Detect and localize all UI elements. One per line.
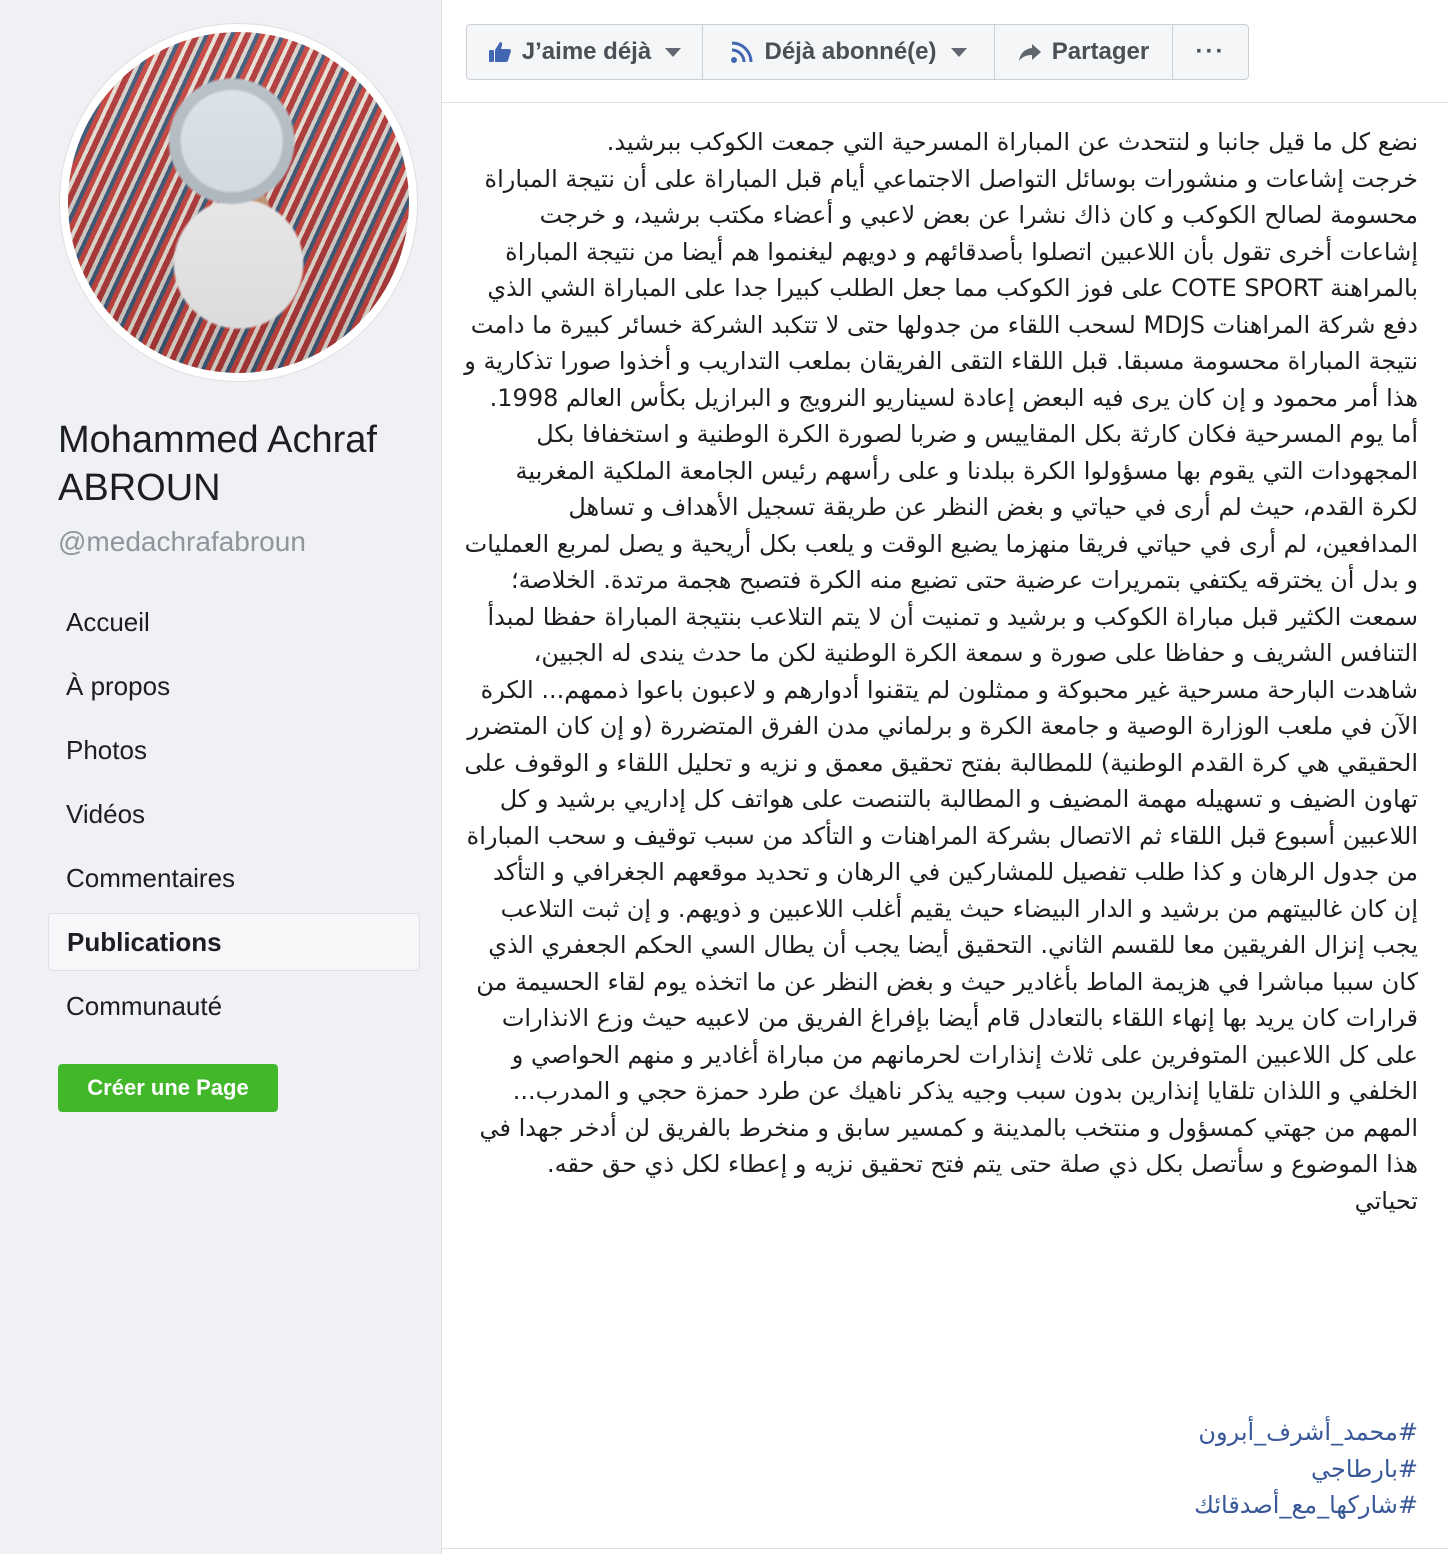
share-button-label: Partager — [1051, 38, 1150, 65]
profile-name[interactable]: Mohammed Achraf ABROUN — [58, 419, 377, 509]
follow-button[interactable] — [703, 25, 995, 79]
hashtag-link[interactable]: #بارطاجي — [1311, 1454, 1418, 1483]
page-action-bar — [466, 24, 1249, 80]
more-options-button[interactable] — [1173, 25, 1248, 79]
thumbs-up-icon — [488, 40, 512, 64]
share-arrow-icon — [1018, 40, 1042, 64]
post-body: نضع كل ما قيل جانبا و لنتحدث عن المباراة المسرحية التي جمعت الكوكب ببرشيد. خرجت إشاعات و منشورات بوسائل التواصل الاجتماعي أيام قبل المباراة على أن نتيجة المباراة محسومة لصالح الكوكب و كان ذاك نشرا عن بعض لاعبي و أعضاء مكتب برشيد، و خرجت إشاعات أخرى تقول بأن اللاعبين اتصلوا بأصدقائهم و دويهم ليغنموا هم أيضا من نتيجة المباراة بالمراهنة COTE SPORT على فوز الكوكب مما جعل الطلب كبيرا جدا على المباراة الشي الذي دفع شركة المراهنات MDJS لسحب اللقاء من جدولها حتى لا تتكبد الشركة خسائر كبيرة ما دامت نتيجة المباراة محسومة مسبقا. قبل اللقاء التقى الفريقان بملعب التداريب و أخذوا صورا تذكارية و هذا أمر محمود و إن كان يرى فيه البعض إعادة لسيناريو النرويج و البرازيل بكأس العالم 1998. أما يوم المسرحية فكان كارثة بكل المقاييس و ضربا لصورة الكرة الوطنية و استخفافا بكل المجهودات التي يقوم بها مسؤولوا الكرة ببلدنا و على رأسهم رئيس الجامعة الملكية المغربية لكرة القدم، حيث لم أرى في حياتي و بغض النظر عن طريقة تسجيل الأهداف و تساهل المدافعين، لم أرى في حياتي فريقا منهزما يضيع الوقت و يلعب بكل أريحية و يصل لمربع العمليات و بدل أن يخترقه يكتفي بتمريرات عرضية حتى تضيع منه الكرة فتصبح هجمة مرتدة. الخلاصة؛ سمعت الكثير قبل مباراة الكوكب و برشيد و تمنيت أن لا يتم التلاعب بنتيجة المباراة حفظا لمبدأ التنافس الشريف و حفاظا على صورة و سمعة الكرة الوطنية لكن ما حدث يندى له الجبين، شاهدت البارحة مسرحية غير محبوكة و ممثلون لم يتقنوا أدوارهم و لاعبون باعوا ذممهم... الكرة الآن في ملعب الوزارة الوصية و جامعة الكرة و برلماني مدن الفرق المتضررة (و إن كان المتضرر الحقيقي هي كرة القدم الوطنية) للمطالبة بفتح تحقيق معمق و نزيه و تحليل اللقاء و الوقوف على تهاون الضيف و تسهيله مهمة المضيف و المطالبة بالتنصت على هواتف كل إداريي برشيد و كل اللاعبين أسبوع قبل اللقاء ثم الاتصال بشركة المراهنات و التأكد من سبب توقيف و سحب المباراة من جدول الرهان و كذا طلب تفصيل للمشاركين في الرهان و تحديد موقعهم الجغرافي و التأكد إن كان غالبيتهم من برشيد و الدار البيضاء حيث يقيم أغلب اللاعبين و ذويهم. و إن ثبت التلاعب يجب إنزال الفريقين معا للقسم الثاني. التحقيق أيضا يجب أن يطال السي الحكم الجعفري الذي كان سببا مباشرا في هزيمة الماط بأغادير حيث و بغض النظر عن ما اتخذه يوم لقاء الحسيمة من قرارات كان يريد بها إنهاء اللقاء بالتعادل قام أيضا بإفراغ الفريق من لاعبيه حيث وزع الانذارات على كل اللاعبين المتوفرين على ثلاث إنذارات لحرمانهم من مباراة أغادير و منهم الحواصي و الخلفي و اللذان تلقايا إنذارين بدون سبب وجيه يذكر ناهيك عن طرد حمزة حجي و المدرب... المهم من جهتي كمسؤول و منتخب بالمدينة و كمسير سابق و منخرط بالفريق لن أدخر جهدا في هذا الموضوع و سأتصل بكل ذي صلة حتى يتم فتح تحقيق نزيه و إعطاء لكل ذي حق حقه. تحياتي — [464, 128, 1418, 1215]
share-button[interactable] — [995, 25, 1173, 79]
chevron-down-icon — [951, 48, 967, 57]
nav-item-a-propos[interactable]: À propos — [66, 670, 171, 701]
page-nav — [48, 590, 420, 1038]
rss-icon — [730, 40, 754, 64]
post-top-divider — [441, 102, 1448, 103]
avatar[interactable] — [68, 32, 409, 373]
nav-item-accueil[interactable]: Accueil — [66, 606, 150, 637]
avatar-overlay — [68, 32, 409, 373]
profile-handle[interactable]: @medachrafabroun — [58, 526, 306, 557]
post-hashtags — [462, 1414, 1418, 1524]
nav-item-photos[interactable]: Photos — [66, 734, 147, 765]
nav-item-communaute[interactable]: Communauté — [66, 990, 223, 1021]
hashtag-link[interactable]: #محمد_أشرف_أبرون — [1198, 1418, 1418, 1446]
profile-picture-frame[interactable] — [60, 24, 417, 381]
hashtag-link[interactable]: #شاركها_مع_أصدقائك — [1194, 1491, 1418, 1519]
create-page-button[interactable]: Créer une Page — [58, 1064, 278, 1112]
nav-item-publications[interactable]: Publications — [48, 913, 420, 971]
more-dots-icon: ··· — [1195, 38, 1226, 65]
follow-button-label: Déjà abonné(e) — [764, 38, 937, 65]
like-button[interactable] — [467, 25, 703, 79]
post-bottom-divider — [441, 1548, 1448, 1549]
left-sidebar — [0, 0, 440, 1554]
nav-item-commentaires[interactable]: Commentaires — [66, 862, 236, 893]
like-button-label: J’aime déjà — [521, 38, 652, 65]
chevron-down-icon — [665, 48, 681, 57]
nav-item-videos[interactable]: Vidéos — [66, 798, 146, 829]
